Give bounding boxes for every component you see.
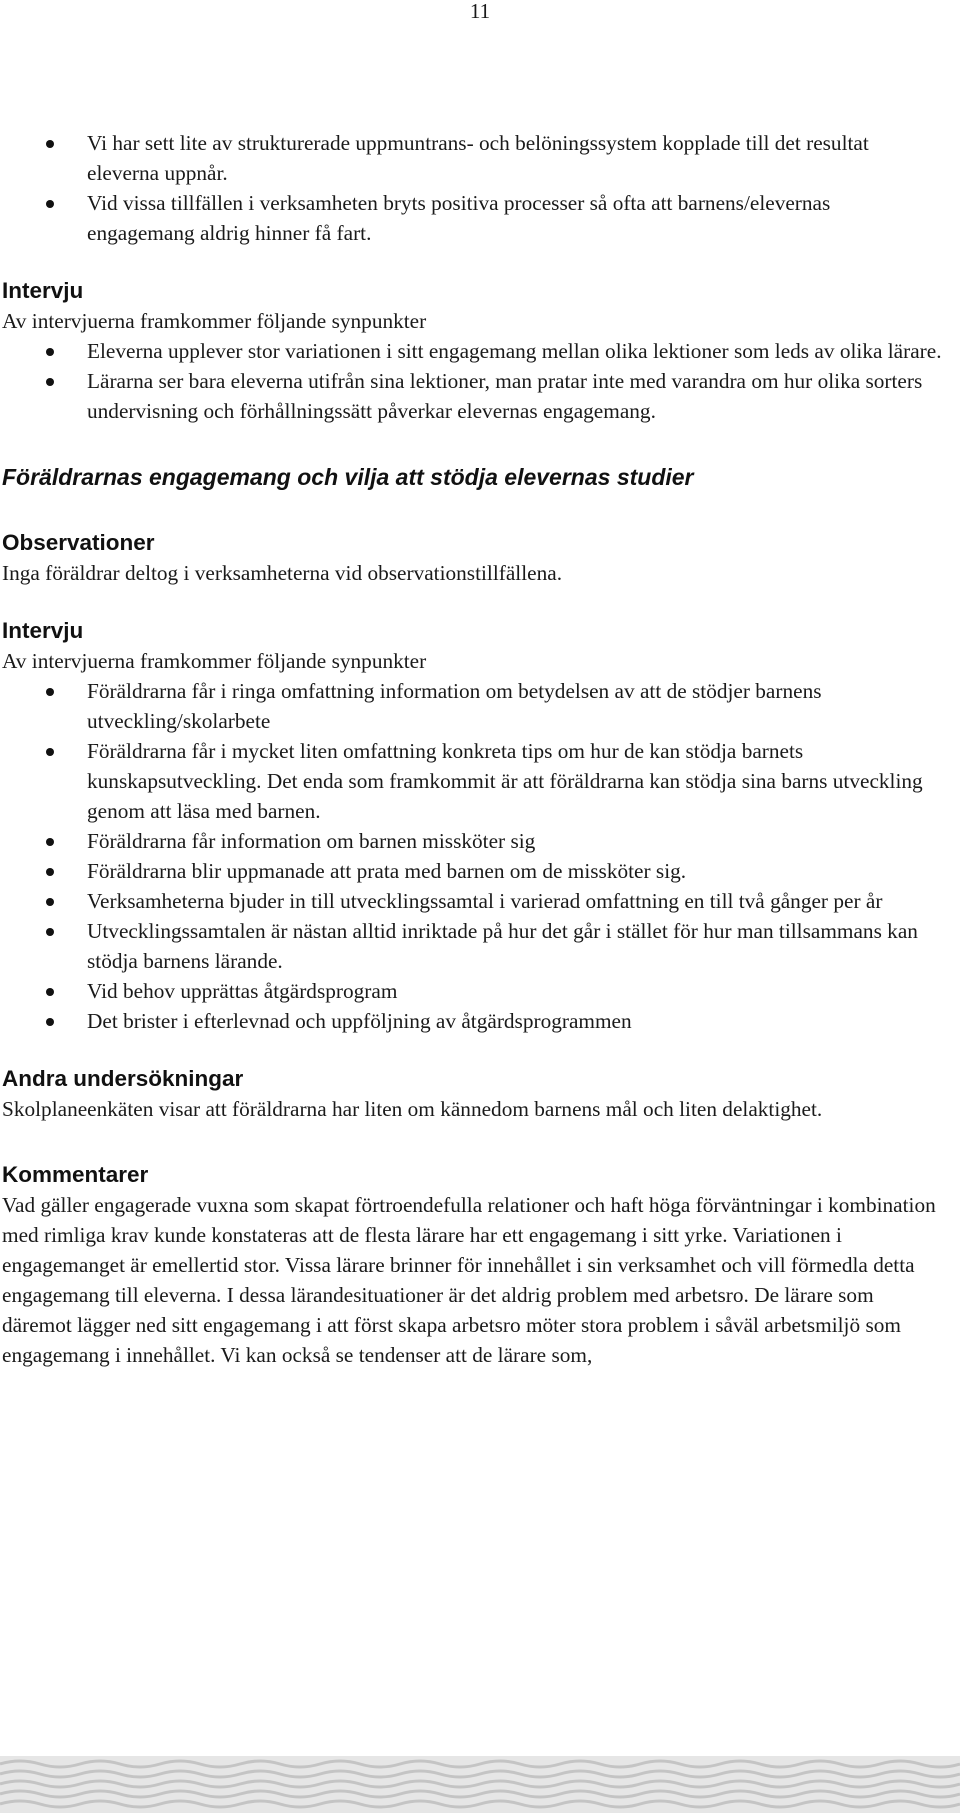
kommentarer-text: Vad gäller engagerade vuxna som skapat förtroendefulla relationer och haft höga förväntningar i kombination med rimliga krav kunde konstateras att de flesta lärare har ett engagemang i sitt yrke. Variationen i engagemanget är emellertid stor. Vissa lärare brinner för innehållet i sin verksamhet och vill förmedla detta engagemang till eleverna. I dessa lärandesituationer är det aldrig problem med arbetsro. De lärare som däremot lägger ned sitt engagemang i att först skapa arbetsro möter stora problem i såväl arbetsmiljö som engagemang i innehållet. Vi kan också se tendenser att de lärare som, <box>2 1193 936 1367</box>
intervju-intro: Av intervjuerna framkommer följande synpunkter <box>2 309 427 333</box>
bullet-list-intervju-elever <box>2 336 942 426</box>
observationer-text: Inga föräldrar deltog i verksamheterna vid observationstillfällena. <box>2 561 563 585</box>
list-item: Föräldrarna blir uppmanade att prata med barnen om de missköter sig. <box>2 856 942 886</box>
section-title: Föräldrarnas engagemang och vilja att stödja elevernas studier <box>2 464 694 490</box>
list-item: Vi har sett lite av strukturerade uppmuntrans- och belöningssystem kopplade till det resultat eleverna uppnår. <box>2 128 942 188</box>
list-item: Eleverna upplever stor variationen i sitt engagemang mellan olika lektioner som leds av olika lärare. <box>2 336 942 366</box>
bullet-icon <box>46 140 54 148</box>
bullet-icon <box>46 378 54 386</box>
list-item: Föräldrarna får i mycket liten omfattning konkreta tips om hur de kan stödja barnets kunskapsutveckling. Det enda som framkommit är att föräldrarna kan stödja sina barns utveckling genom att läsa med barnen. <box>2 736 942 826</box>
andra-undersokningar-text: Skolplaneenkäten visar att föräldrarna har liten om kännedom barnens mål och liten delaktighet. <box>2 1097 823 1121</box>
list-item: Föräldrarna får information om barnen missköter sig <box>2 826 942 856</box>
bullet-icon <box>46 928 54 936</box>
bullet-icon <box>46 988 54 996</box>
list-item: Föräldrarna får i ringa omfattning information om betydelsen av att de stödjer barnens utveckling/skolarbete <box>2 676 942 736</box>
list-item: Vid vissa tillfällen i verksamheten bryts positiva processer så ofta att barnens/elevernas engagemang aldrig hinner få fart. <box>2 188 942 248</box>
heading-andra-undersokningar: Andra undersökningar <box>2 1066 244 1091</box>
bullet-icon <box>46 748 54 756</box>
list-item: Det brister i efterlevnad och uppföljning av åtgärdsprogrammen <box>2 1006 942 1036</box>
bullet-icon <box>46 1018 54 1026</box>
heading-intervju: Intervju <box>2 618 84 643</box>
heading-kommentarer: Kommentarer <box>2 1162 149 1187</box>
bullet-icon <box>46 348 54 356</box>
footer-wave-decoration <box>0 1756 960 1813</box>
page-number: 11 <box>469 0 491 23</box>
list-item: Utvecklingssamtalen är nästan alltid inriktade på hur det går i stället för hur man tillsammans kan stödja barnens lärande. <box>2 916 942 976</box>
intervju-intro: Av intervjuerna framkommer följande synpunkter <box>2 649 427 673</box>
bullet-icon <box>46 200 54 208</box>
bullet-list-intervju-foraldrar <box>2 676 942 1036</box>
bullet-icon <box>46 688 54 696</box>
list-item: Vid behov upprättas åtgärdsprogram <box>2 976 942 1006</box>
bullet-icon <box>46 898 54 906</box>
heading-observationer: Observationer <box>2 530 155 555</box>
bullet-icon <box>46 838 54 846</box>
list-item: Lärarna ser bara eleverna utifrån sina lektioner, man pratar inte med varandra om hur olika sorters undervisning och förhållningssätt påverkar elevernas engagemang. <box>2 366 942 426</box>
bullet-icon <box>46 868 54 876</box>
document-body <box>2 128 942 1370</box>
list-item: Verksamheterna bjuder in till utvecklingssamtal i varierad omfattning en till två gånger per år <box>2 886 942 916</box>
wave-pattern-icon <box>0 1756 960 1813</box>
heading-intervju: Intervju <box>2 278 84 303</box>
bullet-list-intro <box>2 128 942 248</box>
